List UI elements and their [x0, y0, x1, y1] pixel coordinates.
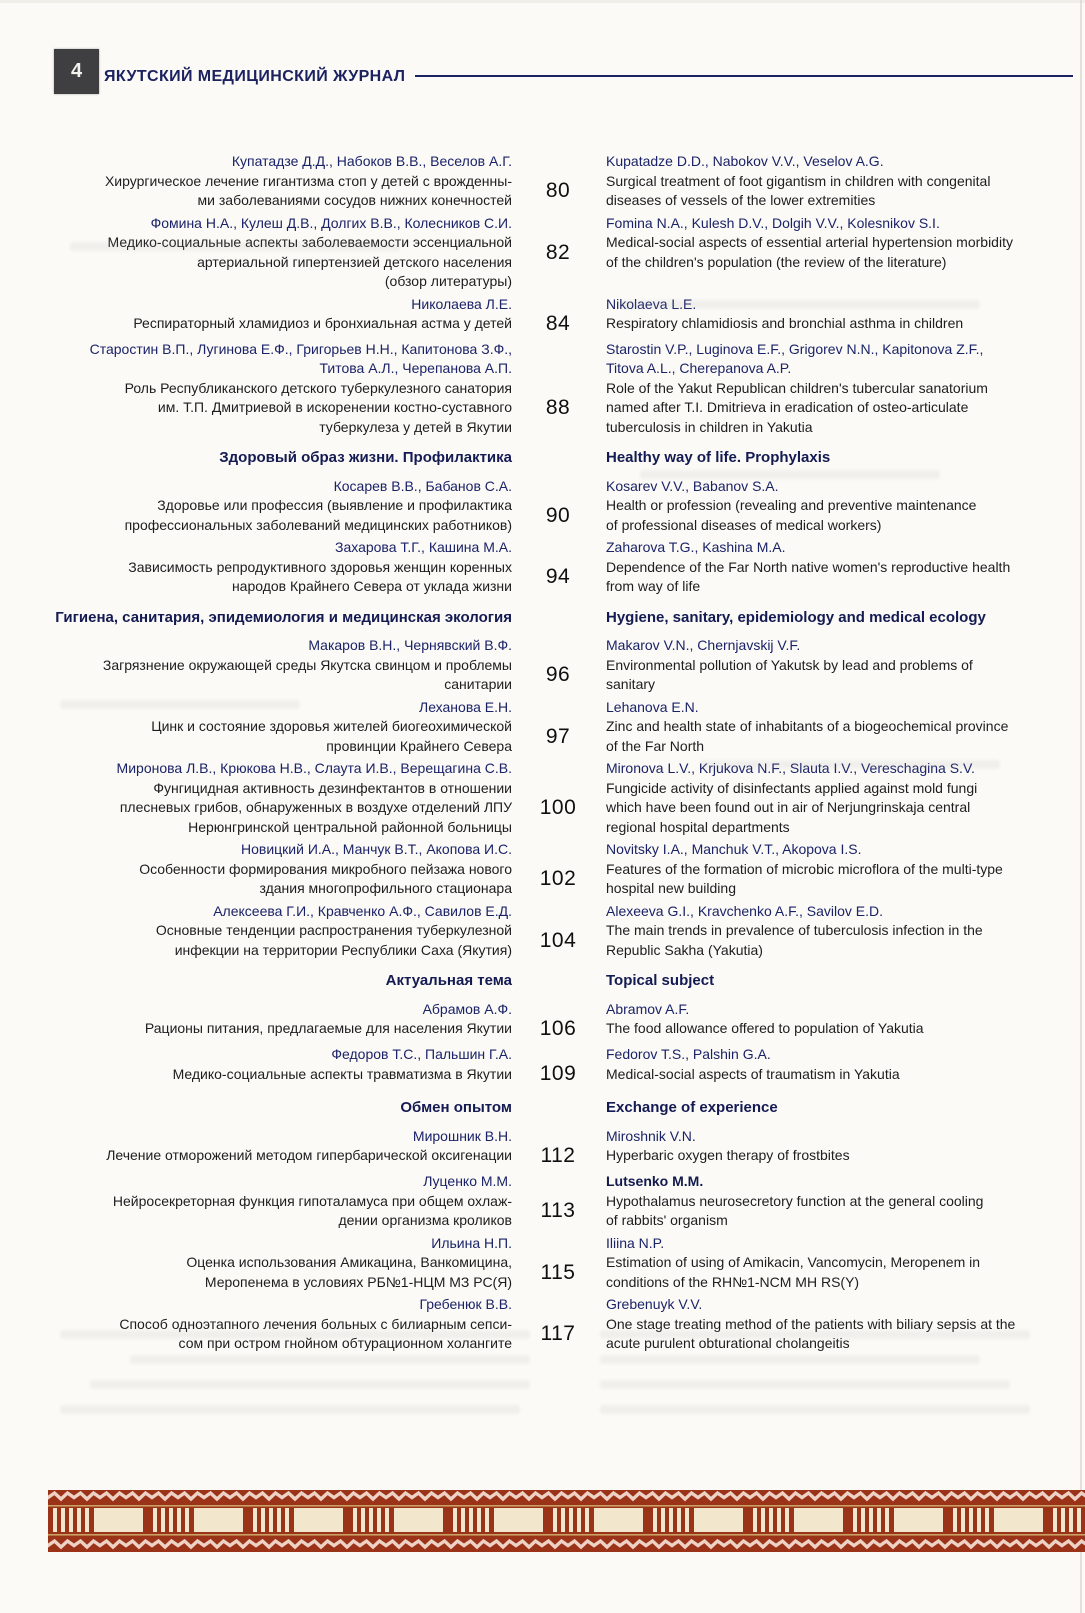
- toc-entry-english: [604, 477, 1055, 536]
- toc-entry-russian: [48, 1045, 512, 1087]
- en-title-line: Respiratory chlamidiosis and bronchial asthma in children: [606, 315, 964, 331]
- toc-entry-english: [604, 1127, 1055, 1169]
- en-title-line: of the Far North: [606, 737, 705, 754]
- en-title-line: The food allowance offered to population of Yakutia: [606, 1020, 924, 1037]
- page-ref: 112: [540, 1144, 576, 1167]
- ru-authors-line: Луценко М.М.: [423, 1173, 512, 1189]
- section-heading-en: Exchange of experience: [606, 1099, 778, 1117]
- en-authors-line: Iliina N.P.: [606, 1234, 665, 1251]
- page-ref: 104: [539, 928, 577, 952]
- toc-entry-russian: [48, 840, 512, 899]
- toc-entry-english: [604, 538, 1055, 597]
- page-ref: 106: [539, 1017, 577, 1040]
- page-ref: 80: [545, 179, 571, 202]
- yakut-ornament-border: [48, 1490, 1085, 1552]
- journal-title: ЯКУТСКИЙ МЕДИЦИНСКИЙ ЖУРНАЛ: [104, 68, 406, 85]
- bleedthrough-artifact: [60, 1330, 530, 1339]
- section-heading-en: Hygiene, sanitary, epidemiology and medical ecology: [606, 608, 986, 626]
- scan-edge-right: [1080, 0, 1082, 1613]
- en-authors-line: Nikolaeva L.E.: [606, 295, 697, 312]
- page-ref: 115: [540, 1260, 576, 1284]
- toc-entry: [48, 1045, 1055, 1087]
- journal-header: [104, 68, 1073, 86]
- ru-title-line: Зависимость репродуктивного здоровья женщин коренных: [128, 558, 512, 575]
- toc-entry: [48, 1127, 1055, 1169]
- toc-entry-page-cell: [512, 1295, 604, 1354]
- toc-entry-page-cell: [512, 698, 604, 757]
- toc-entry: [48, 538, 1055, 597]
- toc-entry: [48, 1234, 1055, 1293]
- toc-section-heading: [48, 608, 1055, 628]
- section-heading-ru: Актуальная тема: [385, 972, 512, 990]
- ru-authors-line: Федоров Т.С., Пальшин Г.А.: [331, 1046, 512, 1062]
- toc-entry-page-cell: [512, 295, 604, 337]
- scan-edge-top: [0, 0, 1085, 3]
- ru-title-line: Медико-социальные аспекты травматизма в Якутии: [172, 1065, 512, 1082]
- page-ref: 100: [539, 796, 577, 819]
- toc-entry-english: [604, 698, 1055, 757]
- en-title-line: Features of the formation of microbic microflora of the multi-type: [606, 860, 1003, 877]
- toc-entry-page-cell: [512, 636, 604, 695]
- toc-entry-russian: [48, 1172, 512, 1231]
- ru-authors-line: Купатадзе Д.Д., Набоков В.В., Веселов А.Г.: [231, 153, 512, 169]
- toc-entry-page-cell: [512, 1000, 604, 1042]
- ru-authors-line: Леханова Е.Н.: [419, 698, 512, 715]
- bleedthrough-artifact: [70, 242, 400, 251]
- toc-entry-english: [604, 1295, 1055, 1354]
- en-authors-line: Mironova L.V., Krjukova N.F., Slauta I.V., Vereschagina S.V.: [606, 760, 975, 777]
- en-authors-line: Starostin V.P., Luginova E.F., Grigorev N.N., Kapitonova Z.F.,: [606, 340, 984, 357]
- toc-entry-russian: [48, 340, 512, 438]
- toc-entry-page-cell: [512, 214, 604, 292]
- ru-title-line: Здоровье или профессия (выявление и профилактика: [157, 497, 512, 514]
- heading-spacer: [512, 971, 604, 991]
- toc-entry-russian: [48, 1234, 512, 1293]
- toc-entry-page-cell: [512, 340, 604, 438]
- en-title-line: which have been found out in air of Nerjungrinskaja central: [606, 799, 971, 816]
- toc-entry-page-cell: [512, 1234, 604, 1293]
- toc-entry: [48, 759, 1055, 837]
- en-authors-line: Fedorov T.S., Palshin G.A.: [606, 1046, 771, 1062]
- toc-entry: [48, 902, 1055, 961]
- ru-authors-line: Миронова Л.В., Крюкова Н.В., Слаута И.В., Верещагина С.В.: [116, 760, 512, 777]
- en-title-line: Surgical treatment of foot gigantism in children with congenital: [606, 172, 991, 189]
- ru-title-line: Основные тенденции распространения туберкулезной: [155, 922, 512, 939]
- en-authors-line: Zaharova T.G., Kashina M.A.: [606, 539, 786, 556]
- ru-title-line: санитарии: [444, 676, 512, 693]
- toc-entry-page-cell: [512, 759, 604, 837]
- en-title-line: Estimation of using of Amikacin, Vancomycin, Meropenem in: [606, 1254, 981, 1270]
- ru-title-line: им. Т.П. Дмитриевой в искоренении костно-суставного: [157, 399, 512, 416]
- ru-title-line: дении организма кроликов: [338, 1212, 512, 1228]
- ru-title-line: Цинк и состояние здоровья жителей биогеохимической: [151, 718, 512, 735]
- ru-authors-line: Фомина Н.А., Кулеш Д.В., Долгих В.В., Колесников С.И.: [150, 214, 512, 231]
- en-title-line: Hyperbaric oxygen therapy of frostbites: [606, 1147, 850, 1164]
- toc-entry-page-cell: [512, 840, 604, 899]
- ru-title-line: Особенности формирования микробного пейзажа нового: [139, 860, 512, 877]
- ru-authors-line: Абрамов А.Ф.: [422, 1000, 512, 1017]
- en-authors-line: Novitsky I.A., Manchuk V.T., Akopova I.S.: [606, 841, 862, 858]
- en-authors-line: Alexeeva G.I., Kravchenko A.F., Savilov E.D.: [606, 902, 884, 919]
- toc-entry-russian: [48, 1000, 512, 1042]
- table-of-contents: [48, 152, 1055, 1357]
- en-authors-line: Grebenuyk V.V.: [606, 1296, 703, 1312]
- toc-entry-english: [604, 1172, 1055, 1231]
- section-heading-en: Healthy way of life. Prophylaxis: [606, 449, 831, 467]
- en-title-line: One stage treating method of the patients with biliary sepsis at the: [606, 1315, 1016, 1332]
- bleedthrough-artifact: [60, 700, 300, 709]
- toc-entry-english: [604, 1234, 1055, 1293]
- bleedthrough-artifact: [60, 1405, 520, 1414]
- ru-title-line: Респираторный хламидиоз и бронхиальная астма у детей: [133, 315, 512, 331]
- toc-section-heading: [48, 971, 1055, 991]
- toc-entry-russian: [48, 538, 512, 597]
- ru-title-line: Меропенема в условиях РБ№1-НЦМ МЗ РС(Я): [204, 1273, 512, 1290]
- ru-authors-line: Новицкий И.А., Манчук В.Т., Акопова И.С.: [240, 841, 512, 858]
- heading-spacer: [512, 608, 604, 628]
- toc-entry-russian: [48, 477, 512, 536]
- en-authors-line: Kosarev V.V., Babanov S.A.: [606, 477, 779, 494]
- en-title-line: from way of life: [606, 578, 701, 595]
- ru-title-line: Нейросекреторная функция гипоталамуса при общем охлаж-: [112, 1192, 512, 1209]
- toc-entry-english: [604, 1045, 1055, 1087]
- toc-entry-english: [604, 214, 1055, 292]
- toc-entry-page-cell: [512, 477, 604, 536]
- ru-title-line: Нерюнгринской центральной районной больницы: [188, 818, 512, 835]
- ru-authors-line: Гребенюк В.В.: [419, 1296, 512, 1312]
- header-rule: [415, 75, 1073, 77]
- ru-authors-line: Старостин В.П., Лугинова Е.Ф., Григорьев Н.Н., Капитонова З.Ф.,: [89, 340, 512, 357]
- en-authors-line: Lehanova E.N.: [606, 698, 699, 715]
- toc-entry-russian: [48, 636, 512, 695]
- ru-title-line: сом при остром гнойном обтурационном холангите: [178, 1335, 512, 1351]
- en-title-line: Fungicide activity of disinfectants applied against mold fungi: [606, 779, 978, 796]
- toc-entry-english: [604, 840, 1055, 899]
- toc-section-heading: [48, 448, 1055, 468]
- en-title-line: The main trends in prevalence of tuberculosis infection in the: [606, 922, 983, 939]
- bleedthrough-artifact: [600, 1355, 980, 1364]
- ru-title-line: артериальной гипертензией детского населения: [197, 253, 512, 270]
- toc-entry: [48, 636, 1055, 695]
- page-ref: 113: [540, 1199, 576, 1222]
- en-title-line: regional hospital departments: [606, 818, 790, 835]
- toc-entry-russian: [48, 214, 512, 292]
- page-ref: 97: [545, 724, 571, 748]
- en-title-line: tuberculosis in children in Yakutia: [606, 418, 813, 435]
- en-authors-line: Fomina N.A., Kulesh D.V., Dolgih V.V., Kolesnikov S.I.: [606, 214, 940, 231]
- en-authors-line: Kupatadze D.D., Nabokov V.V., Veselov A.G.: [606, 153, 884, 169]
- toc-entry: [48, 152, 1055, 211]
- en-title-line: hospital new building: [606, 880, 736, 897]
- ru-title-line: плесневых грибов, обнаруженных в воздухе отделений ЛПУ: [119, 799, 512, 816]
- ru-title-line: ми заболеваниями сосудов нижних конечностей: [197, 192, 512, 208]
- en-title-line: Zinc and health state of inhabitants of a biogeochemical province: [606, 718, 1009, 735]
- toc-entry: [48, 214, 1055, 292]
- bleedthrough-artifact: [640, 470, 940, 479]
- page-ref: 102: [539, 867, 577, 891]
- toc-entry-english: [604, 902, 1055, 961]
- ru-title-line: провинции Крайнего Севера: [326, 737, 512, 754]
- ru-authors-line: Алексеева Г.И., Кравченко А.Ф., Савилов Е.Д.: [213, 902, 512, 919]
- ru-title-line: (обзор литературы): [384, 273, 512, 289]
- en-title-line: conditions of the RH№1-NCM MH RS(Y): [606, 1273, 860, 1290]
- ru-title-line: Медико-социальные аспекты заболеваемости эссенциальной: [107, 234, 512, 250]
- en-title-line: Hypothalamus neurosecretory function at the general cooling: [606, 1192, 984, 1209]
- ru-title-line: туберкулеза у детей в Якутии: [319, 418, 512, 435]
- page-ref: 90: [545, 503, 571, 527]
- bleedthrough-artifact: [90, 1380, 530, 1389]
- ru-authors-line: Ильина Н.П.: [431, 1234, 512, 1251]
- toc-entry-english: [604, 636, 1055, 695]
- page-ref: 84: [545, 311, 571, 335]
- ru-title-line: профессиональных заболеваний медицинских работников): [124, 516, 512, 533]
- page-ref: 96: [545, 663, 571, 687]
- en-title-line: Medical-social aspects of essential arterial hypertension morbidity: [606, 234, 1013, 250]
- page-ref: 88: [545, 396, 571, 419]
- ru-title-line: Рационы питания, предлагаемые для населения Якутии: [144, 1020, 512, 1037]
- ru-title-line: Способ одноэтапного лечения больных с билиарным сепси-: [119, 1315, 512, 1332]
- en-title-line: Role of the Yakut Republican children's tubercular sanatorium: [606, 379, 988, 396]
- ru-title-line: Хирургическое лечение гигантизма стоп у детей с врожденны-: [104, 172, 512, 189]
- ru-title-line: Лечение отморожений методом гипербарической оксигенации: [106, 1147, 512, 1164]
- section-heading-ru: Обмен опытом: [400, 1099, 512, 1117]
- ru-title-line: Роль Республиканского детского туберкулезного санатория: [124, 379, 512, 396]
- en-title-line: named after T.I. Dmitrieva in eradication of osteo-articulate: [606, 399, 969, 416]
- toc-entry-english: [604, 152, 1055, 211]
- toc-entry-english: [604, 759, 1055, 837]
- toc-entry-page-cell: [512, 152, 604, 211]
- toc-entry: [48, 340, 1055, 438]
- toc-entry: [48, 1295, 1055, 1354]
- toc-entry-page-cell: [512, 1127, 604, 1169]
- section-heading-en: Topical subject: [606, 972, 715, 990]
- page-ref: 117: [540, 1322, 576, 1345]
- en-title-line: Health or profession (revealing and preventive maintenance: [606, 497, 977, 514]
- page-number: 4: [70, 60, 83, 82]
- ru-title-line: Фунгицидная активность дезинфектантов в отношении: [153, 779, 512, 796]
- en-title-line: diseases of vessels of the lower extremities: [606, 192, 876, 208]
- en-title-line: Republic Sakha (Yakutia): [606, 941, 763, 958]
- toc-entry-english: [604, 1000, 1055, 1042]
- section-heading-ru: Здоровый образ жизни. Профилактика: [219, 449, 512, 467]
- page-ref: 109: [539, 1062, 577, 1086]
- ru-authors-line: Захарова Т.Г., Кашина М.А.: [334, 539, 512, 556]
- toc-entry-page-cell: [512, 902, 604, 961]
- ru-authors-line: Косарев В.В., Бабанов С.А.: [333, 477, 512, 494]
- ru-title-line: здания многопрофильного стационара: [259, 880, 512, 897]
- toc-entry-russian: [48, 1127, 512, 1169]
- toc-entry: [48, 1172, 1055, 1231]
- en-title-line: sanitary: [606, 676, 656, 693]
- bleedthrough-artifact: [600, 1405, 1030, 1414]
- en-title-line: Dependence of the Far North native women's reproductive health: [606, 558, 1011, 575]
- ru-title-line: инфекции на территории Республики Саха (Якутия): [174, 941, 512, 958]
- en-title-line: Medical-social aspects of traumatism in Yakutia: [606, 1065, 900, 1082]
- toc-entry-page-cell: [512, 1045, 604, 1087]
- en-authors-line: Miroshnik V.N.: [606, 1127, 696, 1144]
- toc-entry: [48, 840, 1055, 899]
- ru-authors-line: Николаева Л.Е.: [411, 295, 512, 312]
- toc-section-heading: [48, 1098, 1055, 1118]
- toc-entry: [48, 1000, 1055, 1042]
- bleedthrough-artifact: [600, 1380, 1010, 1389]
- ru-title-line: Оценка использования Амикацина, Ванкомицина,: [186, 1254, 512, 1270]
- en-authors-line: Titova A.L., Cherepanova A.P.: [606, 360, 792, 377]
- en-title-line: of the children's population (the review of the literature): [606, 253, 947, 270]
- toc-entry-page-cell: [512, 1172, 604, 1231]
- bleedthrough-artifact: [130, 1355, 530, 1364]
- toc-entry: [48, 477, 1055, 536]
- bleedthrough-artifact: [700, 760, 1000, 769]
- ru-title-line: Загрязнение окружающей среды Якутска свинцом и проблемы: [102, 656, 512, 673]
- en-title-line: of rabbits' organism: [606, 1212, 728, 1228]
- page-ref: 94: [545, 565, 571, 589]
- bleedthrough-artifact: [620, 300, 980, 309]
- heading-spacer: [512, 448, 604, 468]
- ru-authors-line: Макаров В.Н., Чернявский В.Ф.: [308, 637, 512, 654]
- toc-entry-russian: [48, 902, 512, 961]
- page-ref: 82: [545, 240, 571, 264]
- toc-entry-english: [604, 340, 1055, 438]
- en-authors-line: Abramov A.F.: [606, 1000, 690, 1017]
- section-heading-ru: Гигиена, санитария, эпидемиология и медицинская экология: [55, 608, 512, 626]
- en-authors-line: Makarov V.N., Chernjavskij V.F.: [606, 637, 801, 654]
- bleedthrough-artifact: [600, 1330, 1030, 1339]
- en-authors-line: Lutsenko M.M.: [606, 1173, 704, 1189]
- ru-authors-line: Титова А.Л., Черепанова А.П.: [319, 360, 512, 377]
- ru-authors-line: Мирошник В.Н.: [412, 1127, 512, 1144]
- toc-entry-page-cell: [512, 538, 604, 597]
- toc-entry-russian: [48, 152, 512, 211]
- toc-entry-russian: [48, 295, 512, 337]
- en-title-line: Environmental pollution of Yakutsk by lead and problems of: [606, 656, 973, 673]
- toc-entry-russian: [48, 1295, 512, 1354]
- toc-entry-russian: [48, 759, 512, 837]
- en-title-line: of professional diseases of medical workers): [606, 516, 882, 533]
- en-title-line: acute purulent obturational cholangeitis: [606, 1335, 850, 1351]
- heading-spacer: [512, 1098, 604, 1118]
- page-number-box: [54, 49, 99, 94]
- ru-title-line: народов Крайнего Севера от уклада жизни: [231, 578, 512, 595]
